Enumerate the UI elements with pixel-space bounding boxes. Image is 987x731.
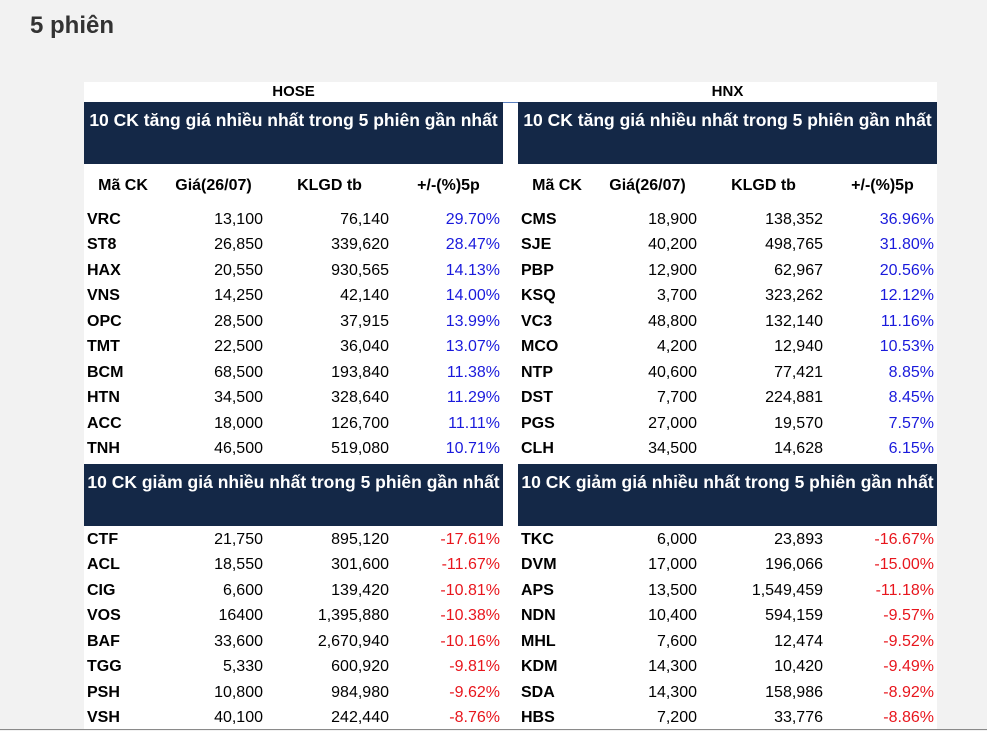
symbol-cell: TGG — [84, 658, 162, 676]
hnx-label: HNX — [518, 82, 937, 101]
price-cell: 3,700 — [596, 287, 699, 305]
volume-cell: 242,440 — [265, 709, 394, 727]
table-row — [84, 553, 503, 579]
volume-cell: 323,262 — [699, 287, 828, 305]
volume-cell: 139,420 — [265, 582, 394, 600]
volume-cell: 196,066 — [699, 556, 828, 574]
table-row — [518, 655, 937, 681]
change-cell: -8.76% — [394, 709, 503, 727]
price-cell: 17,000 — [596, 556, 699, 574]
change-cell: -9.49% — [828, 658, 937, 676]
change-cell: 14.00% — [394, 287, 503, 305]
volume-cell: 77,421 — [699, 364, 828, 382]
volume-cell: 138,352 — [699, 211, 828, 229]
volume-cell: 76,140 — [265, 211, 394, 229]
symbol-cell: TKC — [518, 531, 596, 549]
change-cell: 8.45% — [828, 389, 937, 407]
table-row — [518, 629, 937, 655]
volume-cell: 328,640 — [265, 389, 394, 407]
change-cell: -16.67% — [828, 531, 937, 549]
table-row — [84, 578, 503, 604]
price-cell: 14,250 — [162, 287, 265, 305]
symbol-cell: VC3 — [518, 313, 596, 331]
price-cell: 26,850 — [162, 236, 265, 254]
table-row — [518, 284, 937, 310]
volume-cell: 498,765 — [699, 236, 828, 254]
table-row — [84, 411, 503, 437]
symbol-cell: ST8 — [84, 236, 162, 254]
price-cell: 48,800 — [596, 313, 699, 331]
symbol-cell: NTP — [518, 364, 596, 382]
volume-cell: 14,628 — [699, 440, 828, 458]
table-row — [518, 527, 937, 553]
volume-cell: 1,395,880 — [265, 607, 394, 625]
symbol-cell: ACL — [84, 556, 162, 574]
volume-cell: 301,600 — [265, 556, 394, 574]
volume-cell: 37,915 — [265, 313, 394, 331]
table-row — [84, 284, 503, 310]
symbol-cell: KSQ — [518, 287, 596, 305]
change-cell: -17.61% — [394, 531, 503, 549]
change-cell: 36.96% — [828, 211, 937, 229]
symbol-cell: CTF — [84, 531, 162, 549]
volume-cell: 23,893 — [699, 531, 828, 549]
symbol-cell: SDA — [518, 684, 596, 702]
hose-losers-banner: 10 CK giảm giá nhiều nhất trong 5 phiên gần nhất — [84, 464, 503, 526]
change-cell: 11.38% — [394, 364, 503, 382]
price-cell: 18,900 — [596, 211, 699, 229]
change-cell: -9.57% — [828, 607, 937, 625]
col-price-header: Giá(26/07) — [596, 177, 699, 195]
symbol-cell: VSH — [84, 709, 162, 727]
change-cell: -9.81% — [394, 658, 503, 676]
price-cell: 5,330 — [162, 658, 265, 676]
table-row — [518, 680, 937, 706]
table-row — [84, 655, 503, 681]
volume-cell: 12,940 — [699, 338, 828, 356]
volume-cell: 594,159 — [699, 607, 828, 625]
change-cell: -8.92% — [828, 684, 937, 702]
col-symbol-header: Mã CK — [84, 177, 162, 195]
volume-cell: 600,920 — [265, 658, 394, 676]
symbol-cell: DVM — [518, 556, 596, 574]
volume-cell: 895,120 — [265, 531, 394, 549]
symbol-cell: TMT — [84, 338, 162, 356]
price-cell: 13,100 — [162, 211, 265, 229]
symbol-cell: CLH — [518, 440, 596, 458]
price-cell: 18,550 — [162, 556, 265, 574]
change-cell: -15.00% — [828, 556, 937, 574]
price-cell: 12,900 — [596, 262, 699, 280]
change-cell: 7.57% — [828, 415, 937, 433]
table-row — [84, 680, 503, 706]
symbol-cell: ACC — [84, 415, 162, 433]
hnx-losers-banner: 10 CK giảm giá nhiều nhất trong 5 phiên gần nhất — [518, 464, 937, 526]
price-cell: 16400 — [162, 607, 265, 625]
symbol-cell: SJE — [518, 236, 596, 254]
table-row — [84, 706, 503, 731]
price-cell: 40,600 — [596, 364, 699, 382]
change-cell: 14.13% — [394, 262, 503, 280]
change-cell: 6.15% — [828, 440, 937, 458]
volume-cell: 10,420 — [699, 658, 828, 676]
change-cell: 10.53% — [828, 338, 937, 356]
price-cell: 21,750 — [162, 531, 265, 549]
symbol-cell: APS — [518, 582, 596, 600]
change-cell: 11.11% — [394, 415, 503, 433]
change-cell: 11.16% — [828, 313, 937, 331]
hose-panel — [84, 102, 503, 730]
change-cell: 28.47% — [394, 236, 503, 254]
symbol-cell: HAX — [84, 262, 162, 280]
change-cell: -8.86% — [828, 709, 937, 727]
volume-cell: 126,700 — [265, 415, 394, 433]
symbol-cell: PSH — [84, 684, 162, 702]
price-cell: 22,500 — [162, 338, 265, 356]
symbol-cell: BCM — [84, 364, 162, 382]
volume-cell: 930,565 — [265, 262, 394, 280]
table-row — [84, 360, 503, 386]
table-row — [84, 233, 503, 259]
price-cell: 33,600 — [162, 633, 265, 651]
symbol-cell: PGS — [518, 415, 596, 433]
symbol-cell: NDN — [518, 607, 596, 625]
symbol-cell: VOS — [84, 607, 162, 625]
price-cell: 6,000 — [596, 531, 699, 549]
page-heading: 5 phiên — [30, 12, 114, 40]
price-cell: 7,600 — [596, 633, 699, 651]
volume-cell: 193,840 — [265, 364, 394, 382]
table-row — [84, 258, 503, 284]
table-row — [518, 706, 937, 731]
change-cell: 11.29% — [394, 389, 503, 407]
change-cell: 10.71% — [394, 440, 503, 458]
hnx-gainers-header — [518, 164, 937, 207]
col-price-header: Giá(26/07) — [162, 177, 265, 195]
symbol-cell: CIG — [84, 582, 162, 600]
hose-gainers-header — [84, 164, 503, 207]
table-row — [84, 437, 503, 463]
price-cell: 18,000 — [162, 415, 265, 433]
price-cell: 40,100 — [162, 709, 265, 727]
table-row — [84, 386, 503, 412]
table-row — [518, 233, 937, 259]
volume-cell: 984,980 — [265, 684, 394, 702]
column-gap — [503, 102, 518, 730]
symbol-cell: KDM — [518, 658, 596, 676]
table-row — [518, 258, 937, 284]
change-cell: 8.85% — [828, 364, 937, 382]
symbol-cell: VRC — [84, 211, 162, 229]
col-change-header: +/-(%)5p — [828, 177, 937, 195]
hose-gainers-banner: 10 CK tăng giá nhiều nhất trong 5 phiên gần nhất — [84, 102, 503, 164]
price-cell: 14,300 — [596, 658, 699, 676]
hose-label: HOSE — [84, 82, 503, 101]
table-row — [84, 629, 503, 655]
change-cell: -10.16% — [394, 633, 503, 651]
price-cell: 6,600 — [162, 582, 265, 600]
change-cell: 12.12% — [828, 287, 937, 305]
change-cell: -11.67% — [394, 556, 503, 574]
table-row — [518, 386, 937, 412]
volume-cell: 2,670,940 — [265, 633, 394, 651]
table-row — [518, 360, 937, 386]
table-row — [518, 309, 937, 335]
change-cell: 13.99% — [394, 313, 503, 331]
price-cell: 7,200 — [596, 709, 699, 727]
table-row — [84, 604, 503, 630]
change-cell: 13.07% — [394, 338, 503, 356]
market-tables-image — [84, 82, 937, 730]
price-cell: 4,200 — [596, 338, 699, 356]
table-row — [84, 527, 503, 553]
volume-cell: 1,549,459 — [699, 582, 828, 600]
col-volume-header: KLGD tb — [265, 177, 394, 195]
volume-cell: 12,474 — [699, 633, 828, 651]
symbol-cell: CMS — [518, 211, 596, 229]
change-cell: -10.81% — [394, 582, 503, 600]
table-row — [84, 335, 503, 361]
table-row — [518, 335, 937, 361]
symbol-cell: HTN — [84, 389, 162, 407]
price-cell: 13,500 — [596, 582, 699, 600]
price-cell: 68,500 — [162, 364, 265, 382]
price-cell: 34,500 — [596, 440, 699, 458]
hnx-panel — [518, 102, 937, 730]
table-row — [518, 207, 937, 233]
table-row — [84, 309, 503, 335]
col-volume-header: KLGD tb — [699, 177, 828, 195]
change-cell: 31.80% — [828, 236, 937, 254]
symbol-cell: DST — [518, 389, 596, 407]
volume-cell: 36,040 — [265, 338, 394, 356]
volume-cell: 158,986 — [699, 684, 828, 702]
change-cell: -10.38% — [394, 607, 503, 625]
change-cell: 20.56% — [828, 262, 937, 280]
price-cell: 10,800 — [162, 684, 265, 702]
price-cell: 27,000 — [596, 415, 699, 433]
symbol-cell: MCO — [518, 338, 596, 356]
hnx-gainers-banner: 10 CK tăng giá nhiều nhất trong 5 phiên gần nhất — [518, 102, 937, 164]
table-row — [518, 411, 937, 437]
volume-cell: 519,080 — [265, 440, 394, 458]
change-cell: -9.52% — [828, 633, 937, 651]
price-cell: 20,550 — [162, 262, 265, 280]
price-cell: 7,700 — [596, 389, 699, 407]
symbol-cell: BAF — [84, 633, 162, 651]
col-symbol-header: Mã CK — [518, 177, 596, 195]
volume-cell: 339,620 — [265, 236, 394, 254]
volume-cell: 42,140 — [265, 287, 394, 305]
volume-cell: 224,881 — [699, 389, 828, 407]
volume-cell: 132,140 — [699, 313, 828, 331]
price-cell: 14,300 — [596, 684, 699, 702]
change-cell: 29.70% — [394, 211, 503, 229]
table-row — [518, 553, 937, 579]
change-cell: -9.62% — [394, 684, 503, 702]
symbol-cell: VNS — [84, 287, 162, 305]
table-row — [518, 604, 937, 630]
symbol-cell: TNH — [84, 440, 162, 458]
volume-cell: 62,967 — [699, 262, 828, 280]
symbol-cell: OPC — [84, 313, 162, 331]
price-cell: 46,500 — [162, 440, 265, 458]
volume-cell: 19,570 — [699, 415, 828, 433]
table-row — [84, 207, 503, 233]
volume-cell: 33,776 — [699, 709, 828, 727]
symbol-cell: MHL — [518, 633, 596, 651]
symbol-cell: PBP — [518, 262, 596, 280]
col-change-header: +/-(%)5p — [394, 177, 503, 195]
price-cell: 28,500 — [162, 313, 265, 331]
symbol-cell: HBS — [518, 709, 596, 727]
change-cell: -11.18% — [828, 582, 937, 600]
price-cell: 10,400 — [596, 607, 699, 625]
table-row — [518, 437, 937, 463]
table-row — [518, 578, 937, 604]
price-cell: 40,200 — [596, 236, 699, 254]
price-cell: 34,500 — [162, 389, 265, 407]
